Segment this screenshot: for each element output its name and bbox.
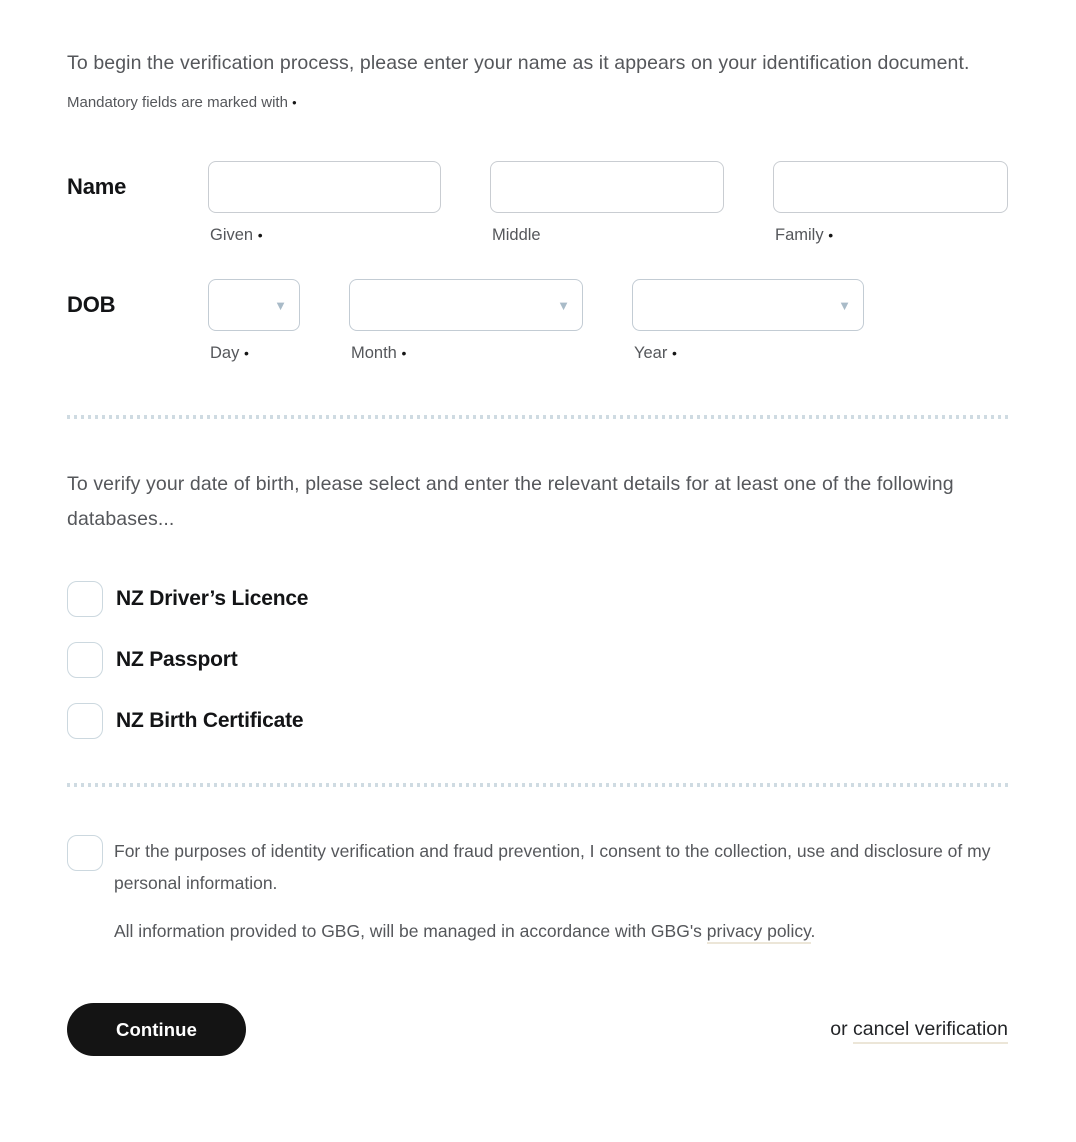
required-marker: • xyxy=(401,345,407,361)
dob-fields xyxy=(208,279,864,363)
nz-passport-label: NZ Passport xyxy=(116,648,238,671)
databases-intro-text: To verify your date of birth, please select and enter the relevant details for at least one of the following databases... xyxy=(67,473,954,530)
option-nz-drivers-licence xyxy=(67,581,1008,617)
database-options xyxy=(67,581,1008,739)
name-fields xyxy=(208,161,1008,245)
dob-day-label xyxy=(208,344,300,363)
cancel-verification-link[interactable]: cancel verification xyxy=(853,1018,1008,1044)
chevron-down-icon: ▼ xyxy=(274,298,287,314)
field-month xyxy=(349,279,583,363)
section-divider xyxy=(67,415,1008,419)
privacy-note xyxy=(114,915,994,947)
dob-year-label-text: Year xyxy=(634,344,668,362)
given-name-input[interactable] xyxy=(208,161,441,213)
nz-drivers-licence-checkbox[interactable] xyxy=(67,581,103,617)
consent-section xyxy=(67,835,1008,947)
dob-day-select[interactable] xyxy=(208,279,300,331)
required-marker: • xyxy=(671,345,677,361)
nz-birth-certificate-checkbox[interactable] xyxy=(67,703,103,739)
section-divider xyxy=(67,783,1008,787)
intro-text: To begin the verification process, please enter your name as it appears on your identification document. xyxy=(67,52,970,74)
or-text: or xyxy=(830,1018,853,1040)
field-middle xyxy=(490,161,724,245)
dob-row-label: DOB xyxy=(67,292,116,317)
family-name-input[interactable] xyxy=(773,161,1008,213)
required-marker: • xyxy=(243,345,249,361)
privacy-policy-link[interactable]: privacy policy xyxy=(707,921,811,944)
name-row-label: Name xyxy=(67,174,127,199)
middle-name-label xyxy=(490,226,724,245)
nz-passport-checkbox[interactable] xyxy=(67,642,103,678)
given-name-label xyxy=(208,226,441,245)
required-marker: • xyxy=(257,227,263,243)
privacy-note-prefix: All information provided to GBG, will be managed in accordance with GBG's xyxy=(114,921,707,941)
field-day xyxy=(208,279,300,363)
name-row xyxy=(67,161,1008,245)
field-given xyxy=(208,161,441,245)
consent-statement: For the purposes of identity verification and fraud prevention, I consent to the collection, use and disclosure of my personal information. xyxy=(114,841,991,893)
consent-checkbox[interactable] xyxy=(67,835,103,871)
nz-drivers-licence-label: NZ Driver’s Licence xyxy=(116,587,309,610)
dob-row xyxy=(67,279,1008,363)
middle-name-input[interactable] xyxy=(490,161,724,213)
privacy-note-suffix: . xyxy=(810,921,816,941)
mandatory-note xyxy=(67,94,1008,111)
mandatory-note-text: Mandatory fields are marked with xyxy=(67,94,288,111)
form-footer xyxy=(67,1003,1008,1056)
dob-month-label xyxy=(349,344,583,363)
field-year xyxy=(632,279,864,363)
dob-day-label-text: Day xyxy=(210,344,240,362)
dob-year-label xyxy=(632,344,864,363)
consent-text xyxy=(114,835,994,947)
dob-month-label-text: Month xyxy=(351,344,397,362)
continue-button[interactable]: Continue xyxy=(67,1003,246,1056)
option-nz-birth-certificate xyxy=(67,703,1008,739)
option-nz-passport xyxy=(67,642,1008,678)
dob-year-select[interactable] xyxy=(632,279,864,331)
required-marker: • xyxy=(828,227,834,243)
nz-birth-certificate-label: NZ Birth Certificate xyxy=(116,709,304,732)
field-family xyxy=(773,161,1008,245)
cancel-area xyxy=(830,1018,1008,1041)
family-name-label xyxy=(773,226,1008,245)
chevron-down-icon: ▼ xyxy=(557,298,570,314)
chevron-down-icon: ▼ xyxy=(838,298,851,314)
middle-name-label-text: Middle xyxy=(492,226,541,244)
family-name-label-text: Family xyxy=(775,226,824,244)
given-name-label-text: Given xyxy=(210,226,254,244)
required-marker: • xyxy=(292,95,297,110)
dob-month-select[interactable] xyxy=(349,279,583,331)
